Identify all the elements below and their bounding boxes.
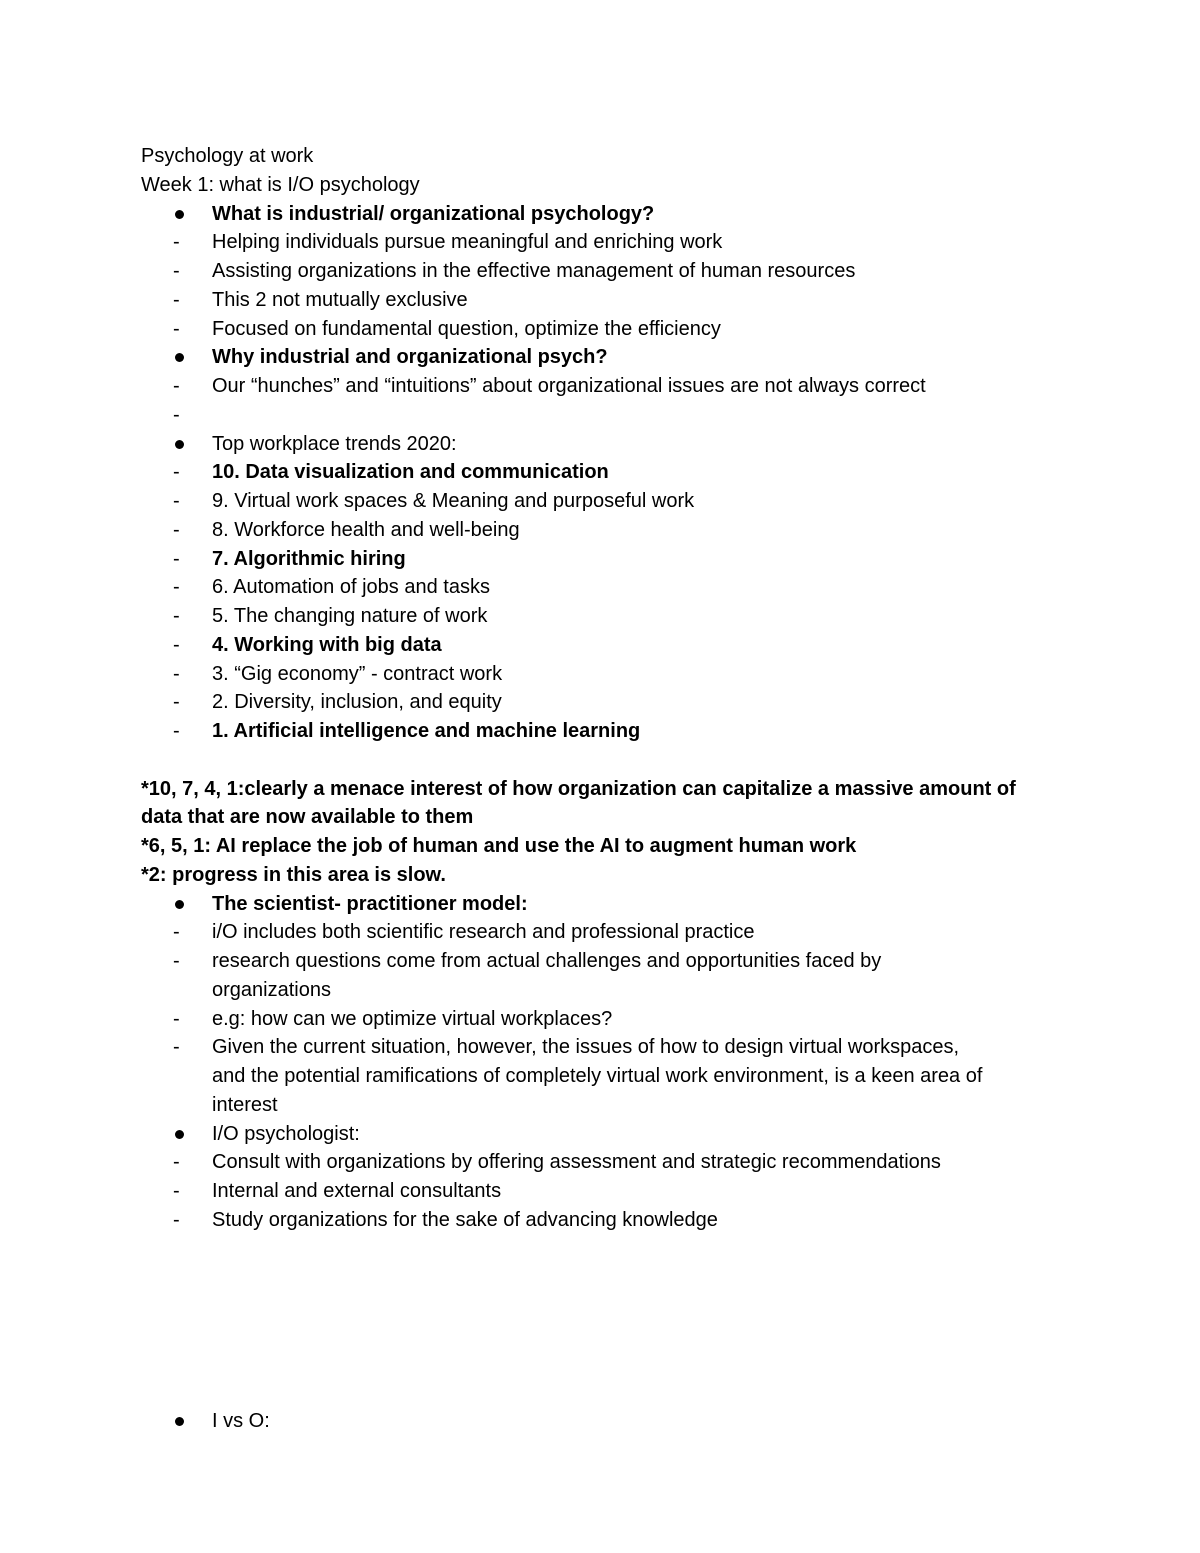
dash-marker: -: [173, 720, 180, 742]
list-item-text: Study organizations for the sake of advancing knowledge: [212, 1209, 718, 1231]
list-item-text: and the potential ramifications of completely virtual work environment, is a keen area of: [212, 1065, 983, 1087]
list-item-text: 5. The changing nature of work: [212, 605, 488, 627]
list-item-text: interest: [212, 1094, 278, 1116]
dash-marker: -: [173, 548, 180, 570]
document-paragraph: Psychology at work: [141, 145, 314, 167]
list-item-text: Our “hunches” and “intuitions” about organizational issues are not always correct: [212, 375, 926, 397]
dash-marker: -: [173, 231, 180, 253]
list-item-text: 3. “Gig economy” - contract work: [212, 663, 503, 685]
list-item-text: e.g: how can we optimize virtual workplaces?: [212, 1008, 613, 1030]
document-paragraph: *6, 5, 1: AI replace the job of human and use the AI to augment human work: [141, 835, 857, 857]
list-item-text: 1. Artificial intelligence and machine learning: [212, 720, 641, 742]
list-item-text: I vs O:: [212, 1410, 270, 1432]
dash-marker: -: [173, 950, 180, 972]
list-item-text: 8. Workforce health and well-being: [212, 519, 520, 541]
list-item-text: Why industrial and organizational psych?: [212, 346, 608, 368]
list-item-text: Given the current situation, however, the issues of how to design virtual workspaces,: [212, 1036, 960, 1058]
list-item-text: 2. Diversity, inclusion, and equity: [212, 691, 502, 713]
list-item-text: 9. Virtual work spaces & Meaning and purposeful work: [212, 490, 695, 512]
dash-marker: -: [173, 1209, 180, 1231]
dash-marker: -: [173, 576, 180, 598]
dash-marker: -: [173, 404, 180, 426]
list-item-text: Assisting organizations in the effective management of human resources: [212, 260, 856, 282]
document-paragraph: *10, 7, 4, 1:clearly a menace interest of how organization can capitalize a massive amount of: [141, 778, 1016, 800]
dash-marker: -: [173, 1008, 180, 1030]
list-item-text: This 2 not mutually exclusive: [212, 289, 468, 311]
dash-marker: -: [173, 519, 180, 541]
dash-marker: -: [173, 260, 180, 282]
document-paragraph: *2: progress in this area is slow.: [141, 864, 446, 886]
list-item-text: Internal and external consultants: [212, 1180, 502, 1202]
dash-marker: -: [173, 375, 180, 397]
dash-marker: -: [173, 1036, 180, 1058]
list-item-text: organizations: [212, 979, 331, 1001]
list-item-text: Top workplace trends 2020:: [212, 433, 457, 455]
list-item-text: i/O includes both scientific research and professional practice: [212, 921, 755, 943]
dash-marker: -: [173, 663, 180, 685]
dash-marker: -: [173, 289, 180, 311]
list-item-text: 7. Algorithmic hiring: [212, 548, 406, 570]
dash-marker: -: [173, 691, 180, 713]
list-item-text: Consult with organizations by offering assessment and strategic recommendations: [212, 1151, 941, 1173]
bullet-dot-icon: [175, 1417, 184, 1426]
list-item-text: 10. Data visualization and communication: [212, 461, 609, 483]
list-item-text: Focused on fundamental question, optimize the efficiency: [212, 318, 721, 340]
list-item-text: What is industrial/ organizational psychology?: [212, 203, 655, 225]
dash-marker: -: [173, 605, 180, 627]
bullet-dot-icon: [175, 353, 184, 362]
dash-marker: -: [173, 318, 180, 340]
bullet-dot-icon: [175, 1130, 184, 1139]
list-item-text: Helping individuals pursue meaningful and enriching work: [212, 231, 723, 253]
bullet-dot-icon: [175, 440, 184, 449]
dash-marker: -: [173, 490, 180, 512]
dash-marker: -: [173, 921, 180, 943]
list-item-text: The scientist- practitioner model:: [212, 893, 528, 915]
document-paragraph: Week 1: what is I/O psychology: [141, 174, 420, 196]
document-paragraph: data that are now available to them: [141, 806, 474, 828]
dash-marker: -: [173, 461, 180, 483]
list-item-text: I/O psychologist:: [212, 1123, 360, 1145]
bullet-dot-icon: [175, 210, 184, 219]
list-item-text: 6. Automation of jobs and tasks: [212, 576, 490, 598]
dash-marker: -: [173, 634, 180, 656]
list-item-text: research questions come from actual challenges and opportunities faced by: [212, 950, 882, 972]
dash-marker: -: [173, 1151, 180, 1173]
dash-marker: -: [173, 1180, 180, 1202]
bullet-dot-icon: [175, 900, 184, 909]
list-item-text: 4. Working with big data: [212, 634, 442, 656]
